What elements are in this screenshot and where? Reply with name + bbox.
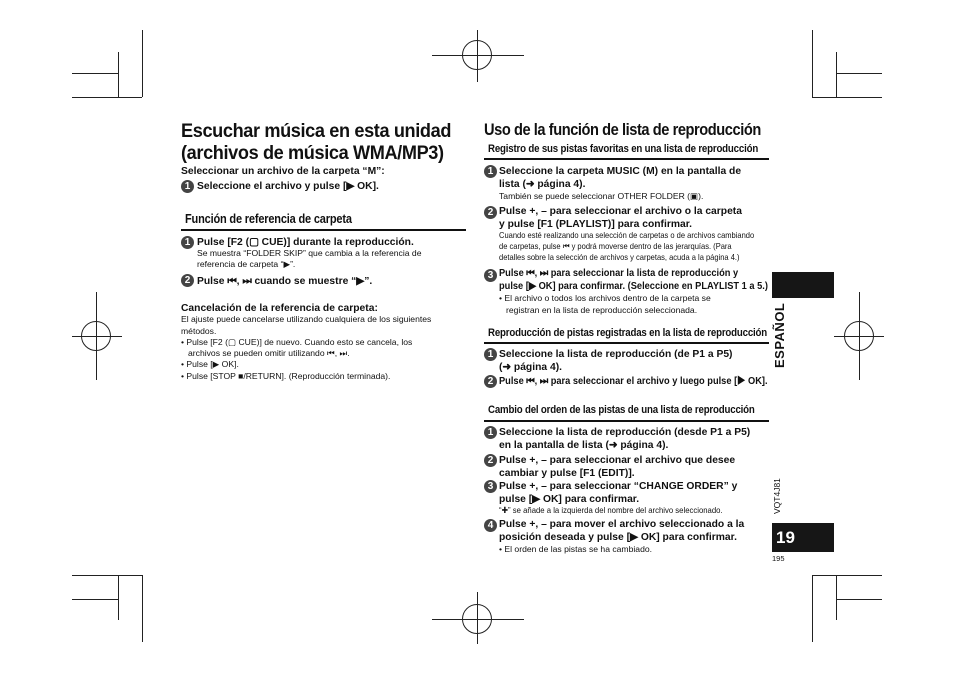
register-step-2-note-line-1: Cuando esté realizando una selección de carpetas o de archivos cambiando xyxy=(499,230,755,240)
language-label: ESPAÑOL xyxy=(772,302,787,368)
register-step-3-bullet-line-2: registran en la lista de reproducción seleccionada. xyxy=(506,305,698,315)
page-number: 19 xyxy=(776,528,795,547)
folder-step-1: Pulse [F2 (▢ CUE)] durante la reproducción. xyxy=(197,237,414,248)
register-step-1-note: También se puede seleccionar OTHER FOLDER (▣). xyxy=(499,191,704,201)
model-code: VQT4J81 xyxy=(772,478,782,514)
page-number-tab xyxy=(772,523,834,552)
order-step-1-line-2: en la pantalla de lista (➜ página 4). xyxy=(499,440,669,451)
step-number: 1 xyxy=(484,348,497,361)
cancel-bullet-2: • Pulse [▶ OK]. xyxy=(181,359,239,369)
step-number: 1 xyxy=(484,426,497,439)
cancel-text-line-1: El ajuste puede cancelarse utilizando cualquiera de los siguientes xyxy=(181,314,432,324)
page-title-line-2: (archivos de música WMA/MP3) xyxy=(181,142,444,164)
section-title-folder-reference: Función de referencia de carpeta xyxy=(185,212,352,226)
order-step-2-line-1: Pulse +, – para seleccionar el archivo que desee xyxy=(499,455,736,466)
section-title-playback: Reproducción de pistas registradas en la lista de reproducción xyxy=(488,327,768,339)
register-step-3-bullet-line-1: • El archivo o todos los archivos dentro de la carpeta se xyxy=(499,293,711,303)
folder-step-1-note-line-2: referencia de carpeta “▶︎”. xyxy=(197,259,296,269)
cancel-heading: Cancelación de la referencia de carpeta: xyxy=(181,303,378,314)
section-rule xyxy=(484,158,769,160)
order-step-4-bullet: • El orden de las pistas se ha cambiado. xyxy=(499,544,653,554)
register-step-3-line-1: Pulse ⏮, ⏭ para seleccionar la lista de reproducción y xyxy=(499,268,739,279)
folder-step-1-note-line-1: Se muestra “FOLDER SKIP” que cambia a la referencia de xyxy=(197,248,422,258)
playlist-title: Uso de la función de lista de reproducción xyxy=(484,120,761,139)
register-step-2-note-line-2: de carpetas, pulse ⏮ y podrá moverse dentro de las jerarquías. (Para xyxy=(499,241,732,251)
playback-step-1-line-1: Seleccione la lista de reproducción (de P1 a P5) xyxy=(499,349,733,360)
select-step: Seleccione el archivo y pulse [▶ OK]. xyxy=(197,181,379,192)
register-step-2-note-line-3: detalles sobre la selección de archivos y carpetas, acuda a la página 4.) xyxy=(499,252,740,262)
language-tab-marker xyxy=(772,272,834,298)
section-rule xyxy=(181,229,466,231)
cancel-bullet-3: • Pulse [STOP ■/RETURN]. (Reproducción terminada). xyxy=(181,371,391,381)
register-step-2-line-2: y pulse [F1 (PLAYLIST)] para confirmar. xyxy=(499,219,693,230)
step-number: 2 xyxy=(484,375,497,388)
order-step-3-line-2: pulse [▶ OK] para confirmar. xyxy=(499,494,640,505)
cancel-bullet-1-line-1: • Pulse [F2 (▢ CUE)] de nuevo. Cuando esto se cancela, los xyxy=(181,337,413,347)
register-step-3-line-2: pulse [▶ OK] para confirmar. (Seleccione en PLAYLIST 1 a 5.) xyxy=(499,281,768,292)
order-step-1-line-1: Seleccione la lista de reproducción (desde P1 a P5) xyxy=(499,427,751,438)
step-number: 1 xyxy=(181,180,194,193)
order-step-3-line-1: Pulse +, – para seleccionar “CHANGE ORDER” y xyxy=(499,481,738,492)
section-title-register: Registro de sus pistas favoritas en una lista de reproducción xyxy=(488,143,759,155)
step-number: 1 xyxy=(484,165,497,178)
register-step-2-line-1: Pulse +, – para seleccionar el archivo o la carpeta xyxy=(499,206,742,217)
register-step-1-line-1: Seleccione la carpeta MUSIC (M) en la pantalla de xyxy=(499,166,742,177)
step-number: 2 xyxy=(484,206,497,219)
order-step-2-line-2: cambiar y pulse [F1 (EDIT)]. xyxy=(499,468,635,479)
folder-step-2: Pulse ⏮, ⏭ cuando se muestre “▶︎”. xyxy=(197,276,373,287)
step-number: 1 xyxy=(181,236,194,249)
step-number: 3 xyxy=(484,480,497,493)
section-rule xyxy=(484,342,769,344)
section-title-change-order: Cambio del orden de las pistas de una lista de reproducción xyxy=(488,404,755,416)
playback-step-2: Pulse ⏮, ⏭ para seleccionar el archivo y luego pulse [▶ OK]. xyxy=(499,376,768,387)
step-number: 3 xyxy=(484,269,497,282)
playback-step-1-line-2: (➜ página 4). xyxy=(499,362,562,373)
step-number: 2 xyxy=(181,274,194,287)
page-title-line-1: Escuchar música en esta unidad xyxy=(181,120,452,142)
step-number: 4 xyxy=(484,519,497,532)
step-number: 2 xyxy=(484,454,497,467)
order-step-4-line-2: posición deseada y pulse [▶ OK] para confirmar. xyxy=(499,532,737,543)
select-heading: Seleccionar un archivo de la carpeta “M”: xyxy=(181,166,385,177)
order-step-3-note: “✚” se añade a la izquierda del nombre del archivo seleccionado. xyxy=(499,505,723,515)
section-rule xyxy=(484,420,769,422)
cancel-bullet-1-line-2: archivos se pueden omitir utilizando ⏮, ⏭. xyxy=(188,348,350,358)
order-step-4-line-1: Pulse +, – para mover el archivo seleccionado a la xyxy=(499,519,745,530)
page-small-number: 195 xyxy=(772,554,785,563)
cancel-text-line-2: métodos. xyxy=(181,326,217,336)
register-step-1-line-2: lista (➜ página 4). xyxy=(499,179,586,190)
